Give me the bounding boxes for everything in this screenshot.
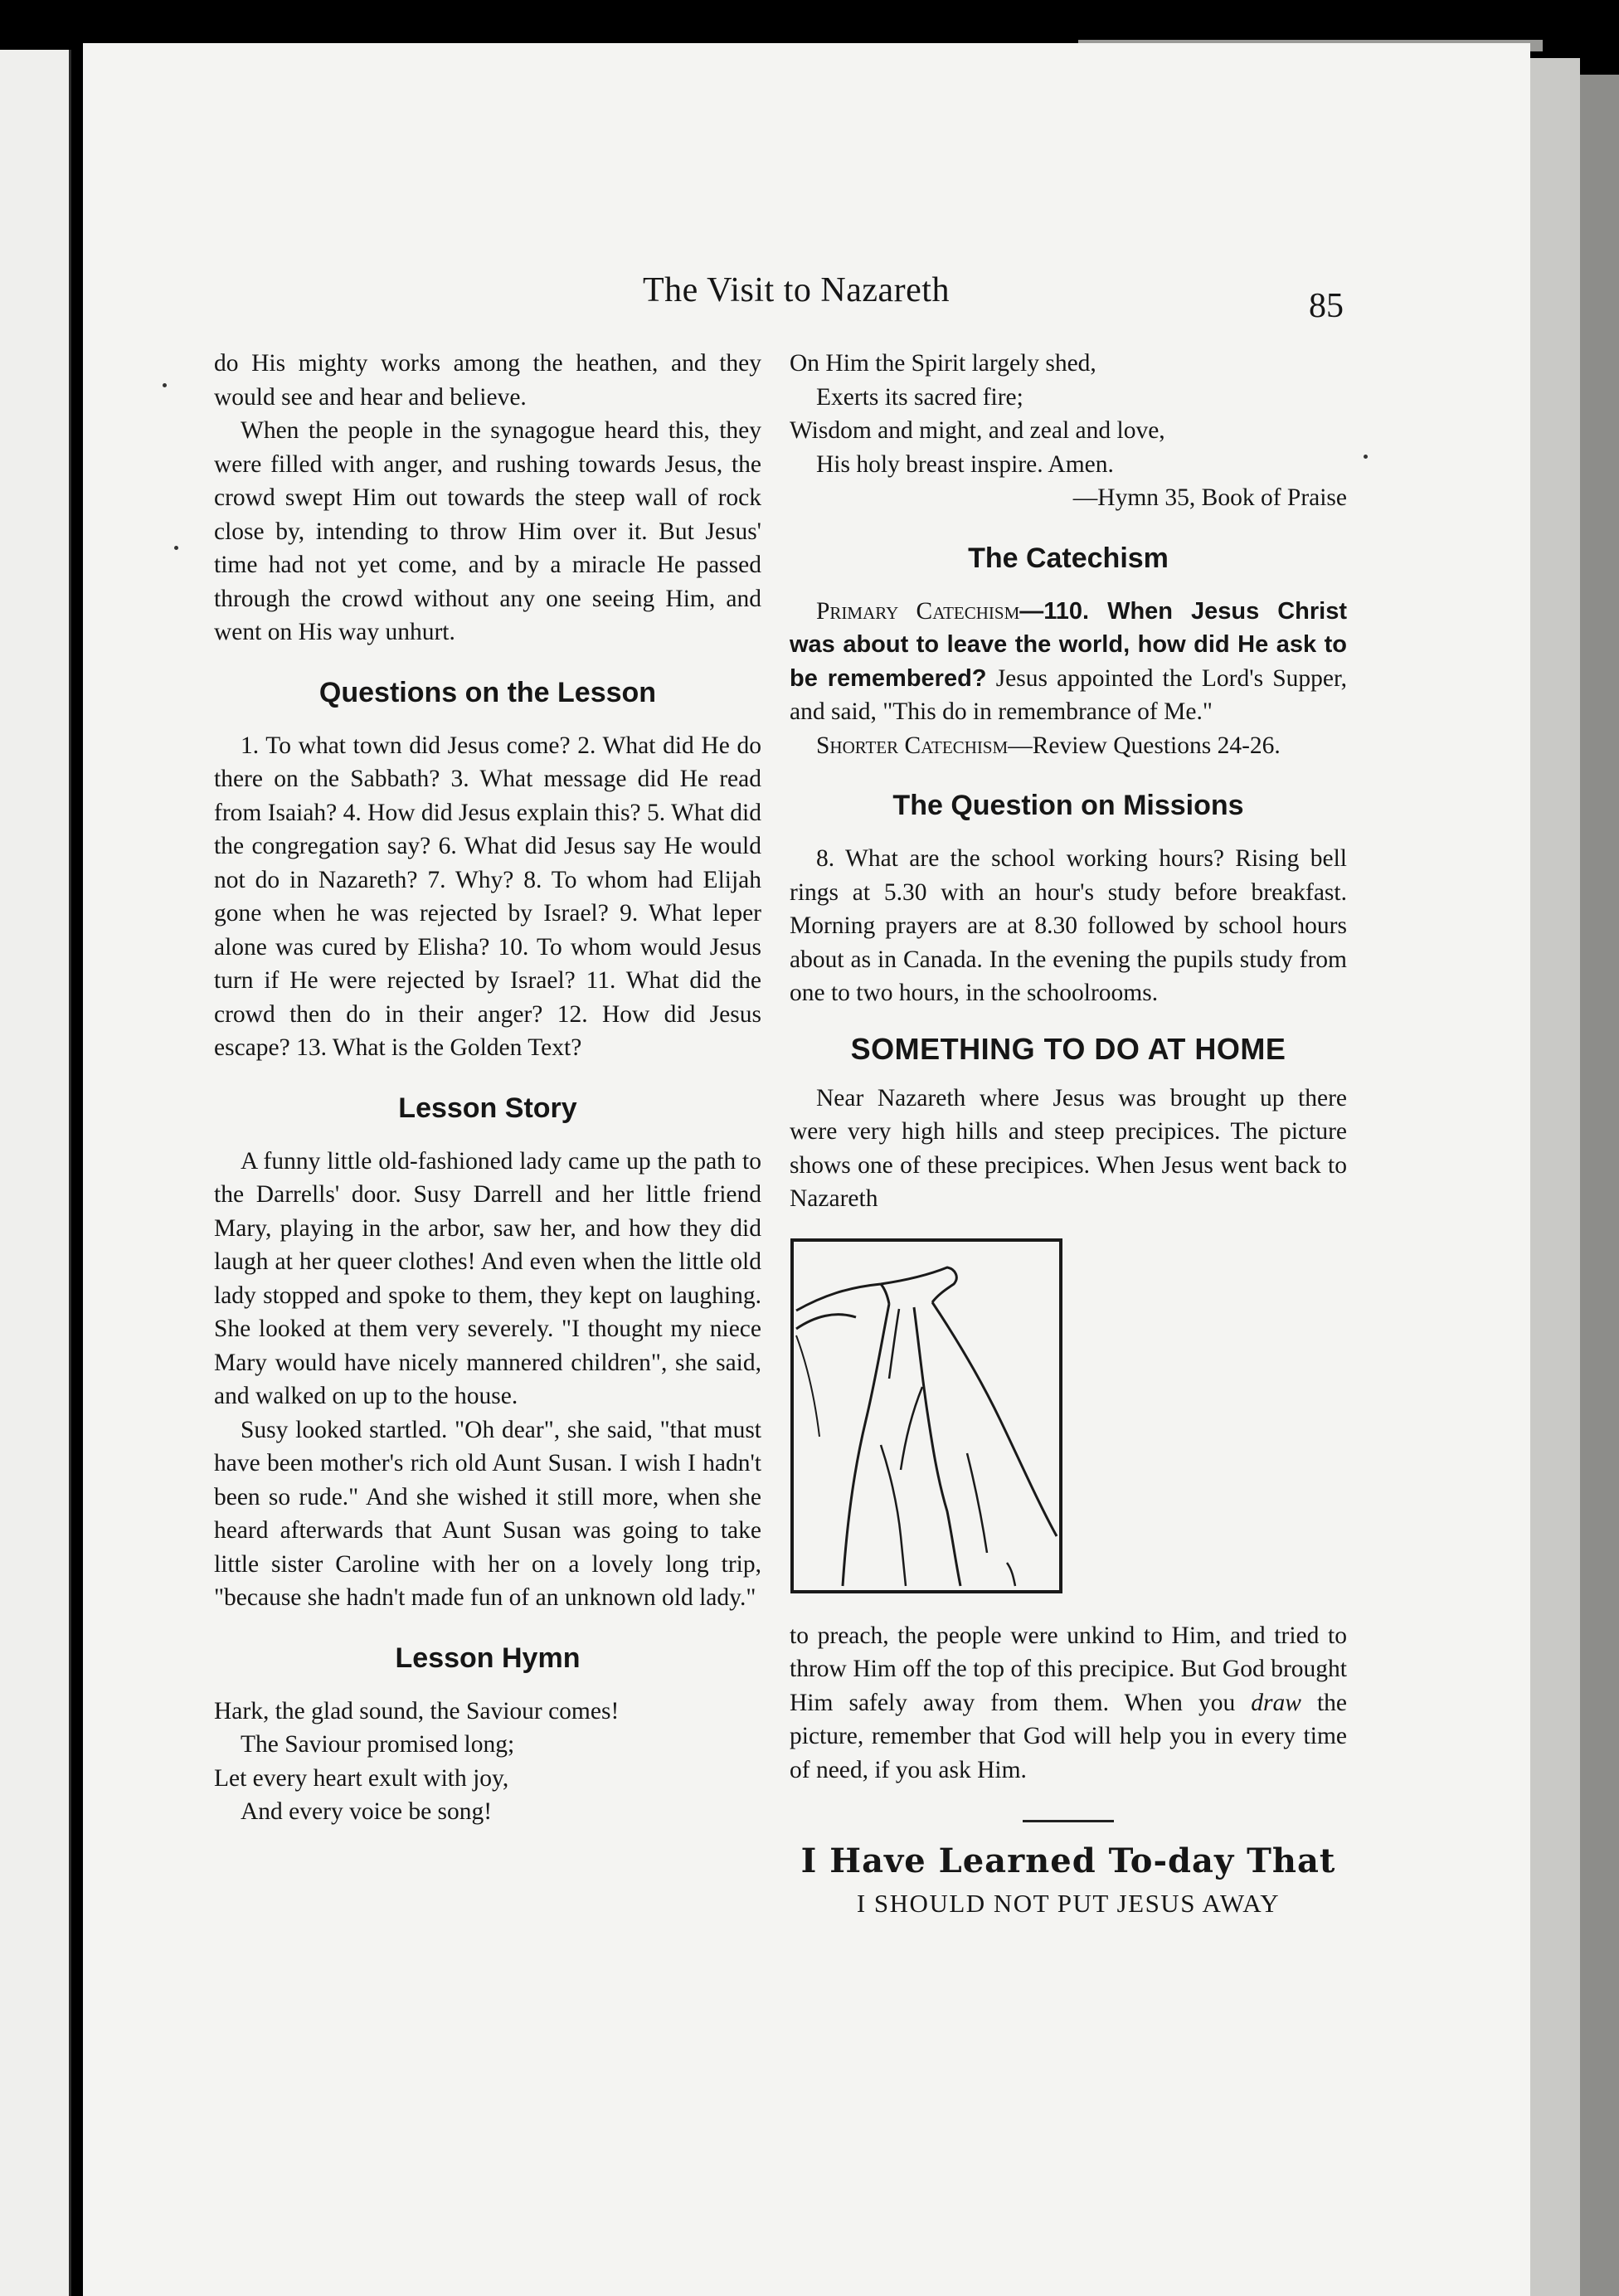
hymn-line: His holy breast inspire. Amen. <box>816 450 1114 478</box>
intro-paragraph-1: do His mighty works among the heathen, and they would see and hear and believe. <box>214 350 761 411</box>
hymn-attribution: —Hymn 35, Book of Praise <box>1072 484 1347 511</box>
learned-heading: I Have Learned To-day That <box>800 1841 1336 1880</box>
page-gutter-line <box>69 50 71 2296</box>
intro-paragraph-2: When the people in the synagogue heard this, they were filled with anger, and rushing towards Jesus, the crowd swept Him out towards the steep wall of rock close by, intending to throw Him over it. But Jesus' time had not yet come, and by a miracle He passed through the crowd without any one seeing Him, and went on His way unhurt. <box>214 417 761 645</box>
story-paragraph-1: A funny little old-fashioned lady came up the path to the Darrells' door. Susy Darrell and her little friend Mary, playing in the arbor, saw her, and how they did laugh at her queer clothes! And even when the little old lady stopped and spoke to them, they kept on laughing. She looked at them very severely. "I thought my niece Mary would have nicely mannered children", she said, and walked on up to the house. <box>214 1147 761 1409</box>
catechism-heading: The Catechism <box>968 542 1169 574</box>
primary-catechism-question: —110. When Jesus Christ was about to leave the world, how did He ask to be remembered? <box>790 597 1347 692</box>
hymn-line: Exerts its sacred fire; <box>816 383 1023 411</box>
shorter-catechism-label: Shorter Catechism <box>816 732 1009 759</box>
section-divider <box>1023 1820 1114 1822</box>
page-stack-shadow <box>1580 75 1619 2296</box>
primary-catechism-label: Primary Catechism <box>816 597 1020 625</box>
story-heading: Lesson Story <box>398 1092 577 1124</box>
questions-text: 1. To what town did Jesus come? 2. What did He do there on the Sabbath? 3. What message did He read from Isaiah? 4. How did Jesus explain this? 5. What did the congregation say? 6. What did Jesus say He would not do in Nazareth? 7. Why? 8. To whom had Elijah gone when he was rejected by Israel? 9. What leper alone was cured by Elisha? 10. To whom would Jesus turn if He were rejected by Israel? 11. What did the crowd then do in their anger? 12. How did Jesus escape? 13. What is the Golden Text? <box>214 732 761 1061</box>
missions-text: 8. What are the school working hours? Rising bell rings at 5.30 with an hour's study before breakfast. Morning prayers are at 8.30 followed by school hours about as in Canada. In the evening the pupils study from one to two hours, in the schoolrooms. <box>790 845 1347 1006</box>
left-column <box>214 347 761 1829</box>
hymn-heading: Lesson Hymn <box>395 1642 581 1674</box>
print-speck <box>163 383 167 387</box>
hymn-line: And every voice be song! <box>241 1798 493 1825</box>
missions-heading: The Question on Missions <box>892 790 1244 821</box>
precipice-illustration <box>790 1238 1063 1594</box>
home-activity-text-continued <box>790 1619 1347 1788</box>
primary-catechism-answer: Jesus appointed the Lord's Supper, and said, "This do in remembrance of Me." <box>790 664 1348 725</box>
home-text-emphasis: draw <box>1251 1689 1301 1716</box>
precipice-drawing <box>790 1238 1063 1594</box>
page-stack-edge <box>1530 58 1580 2296</box>
hymn-line: Wisdom and might, and zeal and love, <box>790 417 1165 444</box>
page-number: 85 <box>1309 287 1344 325</box>
home-activity-text: Near Nazareth where Jesus was brought up there were very high hills and steep precipices. The picture shows one of these precipices. When Jesus went back to Nazareth <box>790 1084 1347 1212</box>
primary-catechism <box>790 595 1347 729</box>
hymn-line: Let every heart exult with joy, <box>214 1764 509 1792</box>
shorter-catechism-text: —Review Questions 24-26. <box>1008 732 1281 759</box>
story-paragraph-2: Susy looked startled. "Oh dear", she said, "that must have been mother's rich old Aunt Susan. I wish I hadn't been so rude." And she wished it still more, when she heard afterwards that Aunt Susan was going to take little sister Caroline with her on a lovely long trip, "because she hadn't made fun of an unknown old lady." <box>214 1416 761 1611</box>
home-text-part: to preach, the people were unkind to Him, and tried to throw Him off the top of this precipice. But God brought Him safely away from them. When you <box>790 1622 1347 1716</box>
hymn-line: On Him the Spirit largely shed, <box>790 350 1096 377</box>
running-head: The Visit to Nazareth <box>643 271 950 309</box>
print-speck <box>1364 455 1368 459</box>
home-activity-heading: SOMETHING TO DO AT HOME <box>850 1031 1286 1066</box>
previous-page-edge <box>0 50 71 2296</box>
questions-heading: Questions on the Lesson <box>318 676 657 708</box>
print-speck <box>174 546 178 550</box>
shorter-catechism <box>790 729 1347 763</box>
right-column <box>790 347 1347 1921</box>
hymn-line: The Saviour promised long; <box>241 1731 515 1758</box>
home-text-part: the picture, remember that God will help you in every time of need, if you ask Him. <box>790 1689 1347 1783</box>
hymn-continued <box>790 347 1347 481</box>
hymn-line: Hark, the glad sound, the Saviour comes! <box>214 1697 620 1724</box>
learned-text: I SHOULD NOT PUT JESUS AWAY <box>856 1889 1281 1918</box>
hymn-verse <box>214 1695 761 1829</box>
